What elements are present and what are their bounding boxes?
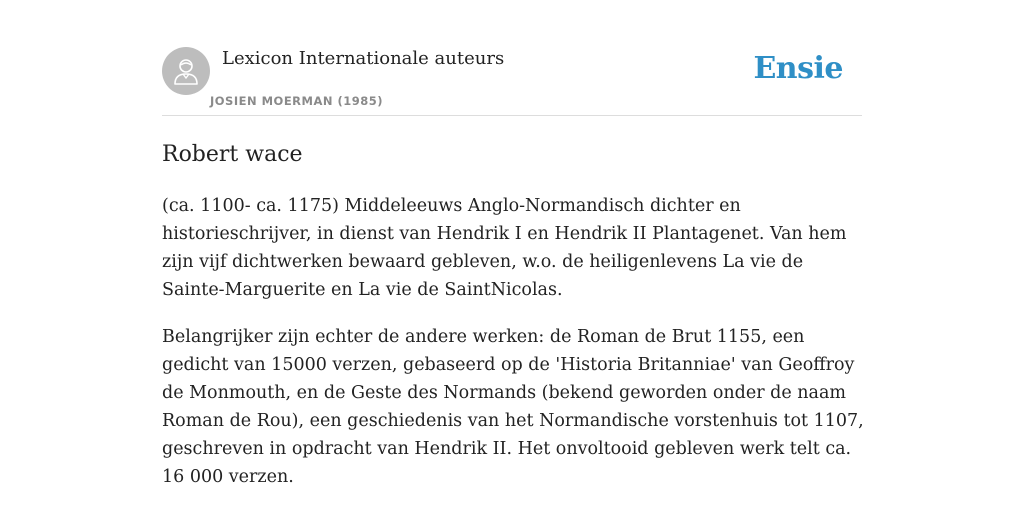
entry-paragraph: (ca. 1100- ca. 1175) Middeleeuws Anglo-Normandisch dichter en historieschrijver, in dienst van Hendrik I en Hendrik II Plantagenet. Van hem zijn vijf dichtwerken bewaard gebleven, w.o. de heiligenlevens La vie de Sainte-Marguerite en La vie de SaintNicolas. <box>162 196 847 300</box>
lexicon-title[interactable]: Lexicon Internationale auteurs <box>222 48 505 69</box>
entry-card <box>162 0 864 487</box>
author-avatar[interactable] <box>162 47 210 95</box>
entry-paragraph: Belangrijker zijn echter de andere werken: de Roman de Brut 1155, een gedicht van 15000 verzen, gebaseerd op de 'Historia Britanniae' van Geoffroy de Monmouth, en de Geste des Normands (bekend geworden onder de naam Roman de Rou), een geschiedenis van het Normandische vorstenhuis tot 1107, geschreven in opdracht van Hendrik II. Het onvoltooid gebleven werk telt ca. 16 000 verzen. <box>162 327 864 487</box>
entry-header <box>162 0 862 116</box>
user-icon <box>172 56 200 86</box>
author-name[interactable]: JOSIEN MOERMAN (1985) <box>210 94 384 108</box>
brand-logo[interactable]: Ensie <box>753 51 843 86</box>
entry-title: Robert wace <box>162 142 303 167</box>
